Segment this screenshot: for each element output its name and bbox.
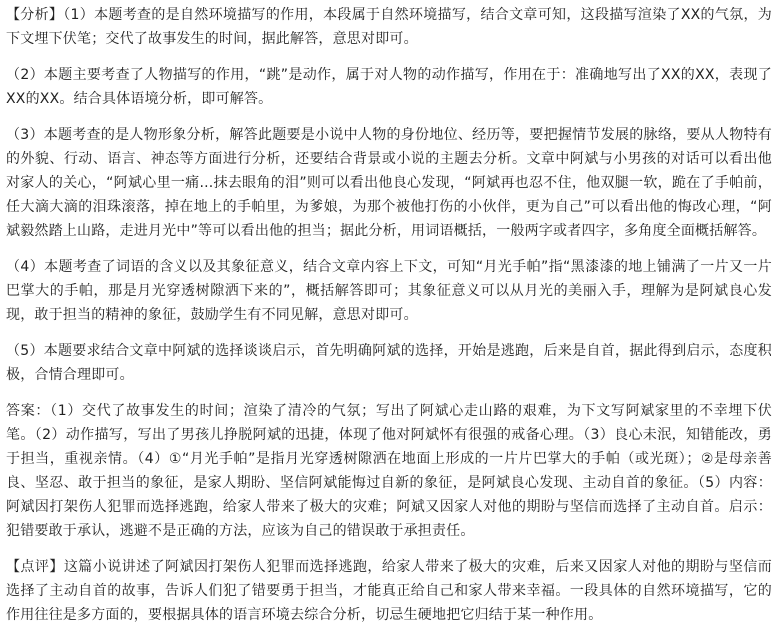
- analysis-paragraph-2: （2）本题主要考查了人物描写的作用，“跳”是动作，属于对人物的动作描写，作用在于：准确地写出了XX的XX，表现了XX的XX。结合具体语境分析，即可解答。: [6, 67, 772, 107]
- analysis-paragraph-4: （4）本题考查了词语的含义以及其象征意义，结合文章内容上下文，可知“月光手帕”指“黑漆漆的地上铺满了一片又一片巴掌大的手帕，那是月光穿透树隙洒下来的”，概括解答即可；其象征意义可以从月光的美丽入手，理解为是阿斌良心发现，敢于担当的精神的象征，鼓励学生有不同见解，意思对即可。: [6, 259, 772, 323]
- comment-paragraph: 【点评】这篇小说讲述了阿斌因打架伤人犯罪而选择逃跑，给家人带来了极大的灾难，后来又因家人对他的期盼与坚信而选择了主动自首的故事，告诉人们犯了错要勇于担当，才能真正给自己和家人带来幸福。一段具体的自然环境描写，它的作用往往是多方面的，要根据具体的语言环境去综合分析，切忌生硬地把它归结于某一种作用。: [6, 559, 772, 623]
- analysis-paragraph-3: （3）本题考查的是人物形象分析，解答此题要是小说中人物的身份地位、经历等，要把握情节发展的脉络，要从人物特有的外貌、行动、语言、神态等方面进行分析，还要结合背景或小说的主题去分析。文章中阿斌与小男孩的对话可以看出他对家人的关心，“阿斌心里一痛...抹去眼角的泪”则可以看出他良心发现，“阿斌再也忍不住，他双腿一软，跪在了手帕前，任大滴大滴的泪珠滚落，掉在地上的手帕里，为爹娘，为那个被他打伤的小伙伴，更为自己”可以看出他的悔改心理，“阿斌毅然踏上山路，走进月光中”等可以看出他的担当；据此分析，用词语概括，一般两字或者四字，多角度全面概括解答。: [6, 127, 772, 239]
- answer-paragraph: 答案：（1）交代了故事发生的时间；渲染了清冷的气氛；写出了阿斌心走山路的艰难，为下文写阿斌家里的不幸埋下伏笔。（2）动作描写，写出了男孩儿挣脱阿斌的迅捷，体现了他对阿斌怀有很强的戒备心理。（3）良心未泯，知错能改，勇于担当，重视亲情。（4）①“月光手帕”是指月光穿透树隙洒在地面上形成的一片片巴掌大的手帕（或光斑）；②是母亲善良、坚忍、敢于担当的象征，是家人期盼、坚信阿斌能悔过自新的象征，是阿斌良心发现、主动自首的象征。（5）内容：阿斌因打架伤人犯罪而选择逃跑，给家人带来了极大的灾难；阿斌又因家人对他的期盼与坚信而选择了主动自首。启示：犯错要敢于承认，逃避不是正确的方法，应该为自己的错误敢于承担责任。: [6, 403, 772, 539]
- analysis-paragraph-5: （5）本题要求结合文章中阿斌的选择谈谈启示，首先明确阿斌的选择，开始是逃跑，后来是自首，据此得到启示，态度积极，合情合理即可。: [6, 343, 772, 383]
- analysis-paragraph-1: 【分析】（1）本题考查的是自然环境描写的作用，本段属于自然环境描写，结合文章可知，这段描写渲染了XX的气氛，为下文埋下伏笔；交代了故事发生的时间，据此解答，意思对即可。: [6, 7, 772, 47]
